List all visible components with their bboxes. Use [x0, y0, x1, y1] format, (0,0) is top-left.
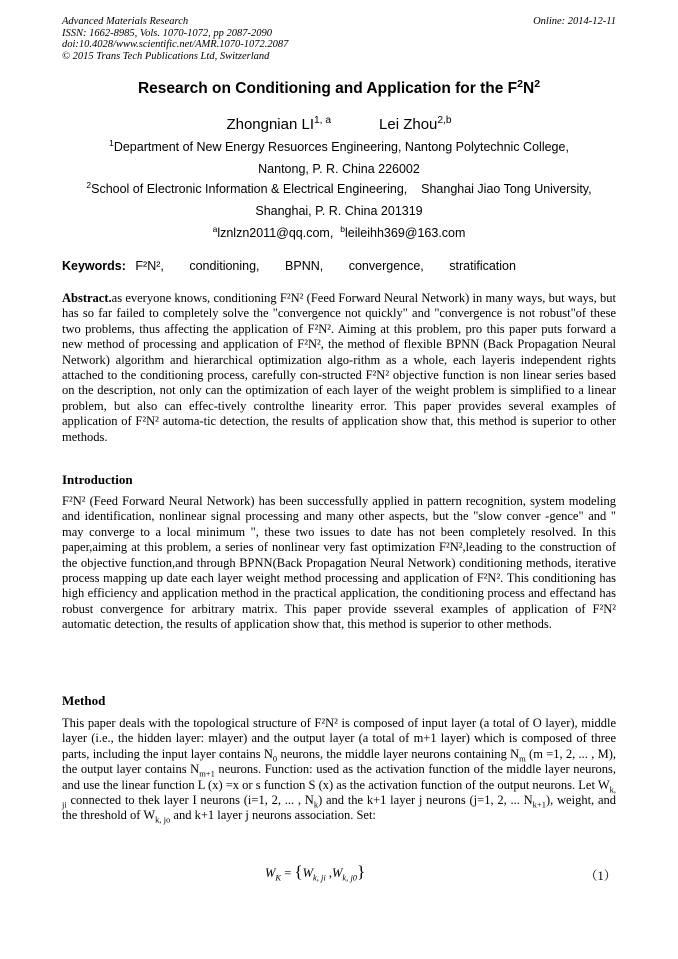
abstract-label: Abstract.: [62, 291, 112, 305]
running-header: [62, 16, 616, 62]
author-list: Zhongnian LI$^{1, a}$ Lei Zhou$^{2,b}$: [226, 115, 452, 133]
keyword: BPNN,: [285, 259, 324, 273]
abstract: [62, 291, 616, 445]
email-link[interactable]: lznlzn2011@qq.com,: [217, 226, 334, 240]
author-emails: $^a$lznlzn2011@qq.com, $^b$leileihh369@163.com: [212, 223, 466, 240]
issn-line: ISSN: 1662-8985, Vols. 1070-1072, pp 2087-2090: [62, 27, 272, 39]
section-heading-introduction: Introduction: [62, 472, 133, 487]
abstract-text: as everyone knows, conditioning F²N² (Feed Forward Neural Network) in many ways, but ways, but has so far failed to completely solve the "convergence not quickly" and "convergence is not robust"of these two problems, thus affecting the application of F²N². Aiming at this problem, pro this paper puts forward a new method of processing and application of F²N², the method of flexible BPNN (Back Propagation Neural Network) algorithm and hierarchical optimization algo-rithm as a whole, each layeris independent rights attached to the conditioning process, carefully con-structed F²N² objective function is non linear series based on the description, not only can the optimization of each layer of the weight problem is simplified to a linear problem, but also can effec-tively controlthe linearity error. This paper provides several examples of application of F²N² automa-tic detection, the results of application show that, this method is superior to other methods.: [62, 291, 616, 444]
equation-number: （1）: [585, 869, 617, 883]
affiliation-1-city: Nantong, P. R. China 226002: [258, 162, 420, 176]
author-name: Lei Zhou: [379, 116, 438, 133]
paper-title: Research on Conditioning and Application for the $F^2N^2$: [137, 77, 541, 97]
keywords-label: Keywords:: [62, 259, 126, 273]
email-link[interactable]: leileihh369@163.com: [345, 226, 466, 240]
keyword: convergence,: [348, 259, 424, 273]
affiliation-2: $^2$School of Electronic Information & Electrical Engineering, Shanghai Jiao Tong University,: [86, 179, 592, 196]
section-heading-method: Method: [62, 693, 106, 708]
affiliation-2-city: Shanghai, P. R. China 201319: [255, 204, 423, 218]
author-name: Zhongnian LI: [226, 116, 315, 133]
online-date: Online: 2014-12-11: [533, 16, 616, 27]
introduction-text: F²N² (Feed Forward Neural Network) has been successfully applied in pattern recognition, system modeling and identification, nonlinear signal processing and many other aspects, but the "slow conver -gence" and " may converge to a local minimum ", these two issues to date has not been completely resolved. In this paper,aiming at this problem, a series of nonlinear very fast optimization F²N²,leading to the construction of the objective function,and through BPNN(Back Propagation Neural Network) conditioning methods, iterative process mapping up date each layer weight method processing and application of F²N². This conditioning has high efficiency and application method in the practical application, the conditioning process and effectand has robust convergence for arbitrary matrix. This paper provide sseveral examples of application of F²N² automatic detection, the results of application show that, this method is superior to other methods.: [62, 494, 616, 632]
affiliation-1: $^1$Department of New Energy Resuorces Engineering, Nantong Polytechnic College,: [109, 137, 569, 154]
keyword: F²N²,: [135, 259, 164, 273]
copyright-line: © 2015 Trans Tech Publications Ltd, Switzerland: [62, 50, 270, 62]
journal-name: Advanced Materials Research: [62, 16, 189, 27]
equation-1: $W_K = \{W_{k, ji}$ $,W_{k, j0}$}: [265, 862, 366, 883]
doi-line: doi:10.4028/www.scientific.net/AMR.1070-1072.2087: [62, 39, 289, 50]
keywords: [62, 259, 616, 273]
keyword: conditioning,: [189, 259, 260, 273]
keyword: stratification: [449, 259, 516, 273]
method-text: This paper deals with the topological structure of F²N² is composed of input layer (a total of O layer), middle layer (i.e., the hidden layer: mlayer) and the output layer (a total of m+1 layer) which is composed of three parts, including the input layer contains $N_0$ neurons, the middle layer neurons containing $N_m$ (m =1, 2, ... , M), the output layer contains $N_{m+1}$ neurons. Function: used as the activation function of the middle layer neurons, and use the linear function L (x) =x or s function S (x) as the activation function of the output neurons. Let $W_{k, ji}$ connected to thek layer I neurons (i=1, 2, ... , $N_k$) and the k+1 layer j neurons (j=1, 2, ... $N_{k+1}$), weight, and the threshold of $W_{k, jo}$ and k+1 layer j neurons association. Set:: [62, 716, 616, 825]
